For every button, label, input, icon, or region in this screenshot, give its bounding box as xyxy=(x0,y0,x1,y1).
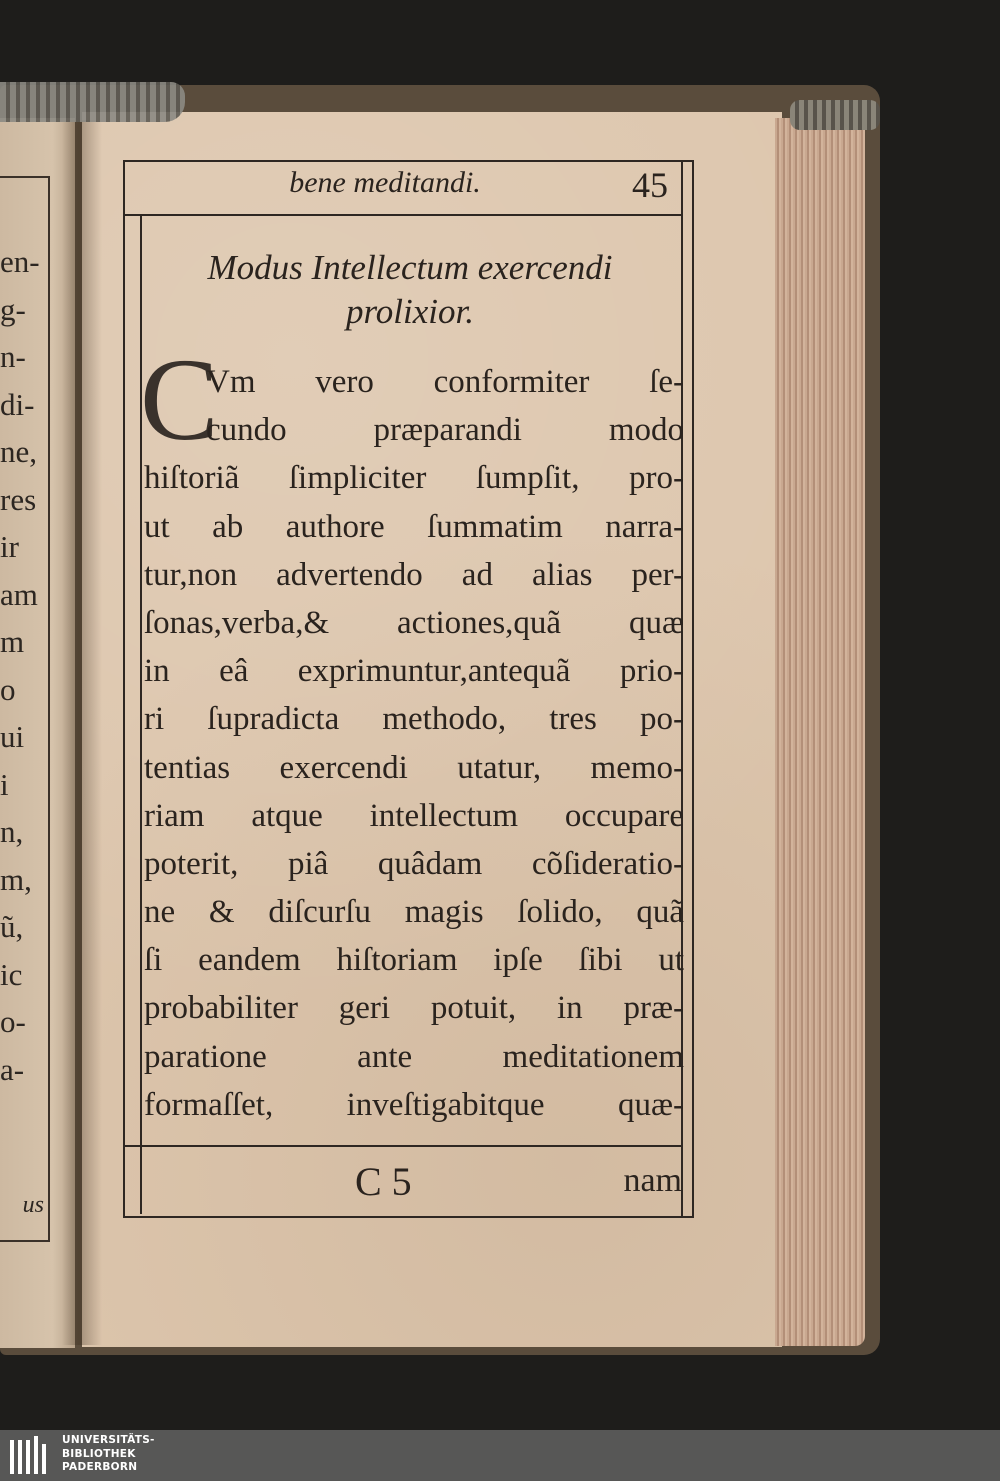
text-line: paratione ante meditationem xyxy=(144,1038,684,1075)
left-fragment: di- xyxy=(0,386,35,422)
left-page-frame xyxy=(0,1240,48,1242)
library-name-line: PADERBORN xyxy=(62,1461,138,1473)
catchword: nam xyxy=(623,1162,682,1199)
gutter-shadow xyxy=(62,120,102,1345)
text-line: formaſſet, inveſtigabitque quæ- xyxy=(144,1086,684,1123)
left-fragment: ui xyxy=(0,719,25,754)
left-fragment: n- xyxy=(0,339,26,374)
left-fragment: ũ, xyxy=(0,909,24,944)
left-fragment: ic xyxy=(0,956,23,992)
left-fragment: en- xyxy=(0,244,40,279)
left-fragment: o- xyxy=(0,1004,26,1039)
left-page-frame xyxy=(48,176,50,1242)
text-line: riam atque intellectum occupare xyxy=(144,797,684,834)
drop-cap: C xyxy=(140,334,219,465)
left-page-text xyxy=(0,238,46,1093)
body-text xyxy=(144,358,684,1129)
text-line: ne & diſcurſu magis ſolido, quã xyxy=(144,894,684,931)
left-fragment: am xyxy=(0,576,38,612)
library-name-line: UNIVERSITÄTS- xyxy=(62,1434,155,1446)
left-fragment: n, xyxy=(0,814,24,849)
text-line: ſi eandem hiſtoriam ipſe ſibi ut xyxy=(144,942,684,979)
text-line: ut ab authore ſummatim narra- xyxy=(144,508,684,545)
left-fragment: m xyxy=(0,624,25,659)
left-fragment: ne, xyxy=(0,434,38,469)
left-fragment: ir xyxy=(0,529,19,564)
running-head: bene meditandi. xyxy=(289,166,481,199)
headband xyxy=(0,82,185,122)
left-fragment: res xyxy=(0,481,37,517)
left-fragment: g- xyxy=(0,291,26,327)
left-fragment: m, xyxy=(0,861,32,897)
left-fragment: a- xyxy=(0,1051,25,1087)
text-line: poterit, piâ quâdam cõſideratio- xyxy=(144,845,684,882)
library-name xyxy=(62,1434,262,1475)
text-line: tentias exercendi utatur, memo- xyxy=(144,749,684,786)
text-line: ſonas,verba,& actiones,quã quæ xyxy=(144,604,684,641)
text-line: cundo præparandi modo xyxy=(206,412,684,449)
library-logo-icon xyxy=(8,1434,52,1478)
text-line: Vm vero conformiter ſe- xyxy=(206,364,684,400)
headband xyxy=(790,100,880,130)
signature-mark: C 5 xyxy=(355,1159,412,1204)
footer-rule xyxy=(125,1145,683,1147)
library-footer xyxy=(0,1430,1000,1481)
chapter-title xyxy=(160,246,660,334)
left-fragment: o xyxy=(0,671,16,707)
header-rule xyxy=(125,214,683,216)
left-page-frame xyxy=(0,176,48,178)
page-number: 45 xyxy=(632,165,668,205)
page-edges xyxy=(775,118,865,1346)
text-line: in eâ exprimuntur,antequã prio- xyxy=(144,653,684,690)
left-fragment: i xyxy=(0,766,9,802)
text-line: tur,non advertendo ad alias per- xyxy=(144,556,684,593)
chapter-title-line: Modus Intellectum exercendi xyxy=(207,248,613,287)
chapter-title-line: prolixior. xyxy=(345,292,475,331)
text-line: hiſtoriã ſimpliciter ſumpſit, pro- xyxy=(144,460,684,497)
text-line: ri ſupradicta methodo, tres po- xyxy=(144,701,684,738)
library-name-line: BIBLIOTHEK xyxy=(62,1447,136,1460)
text-line: probabiliter geri potuit, in præ- xyxy=(144,990,684,1027)
left-page-catchword: us xyxy=(22,1192,44,1218)
